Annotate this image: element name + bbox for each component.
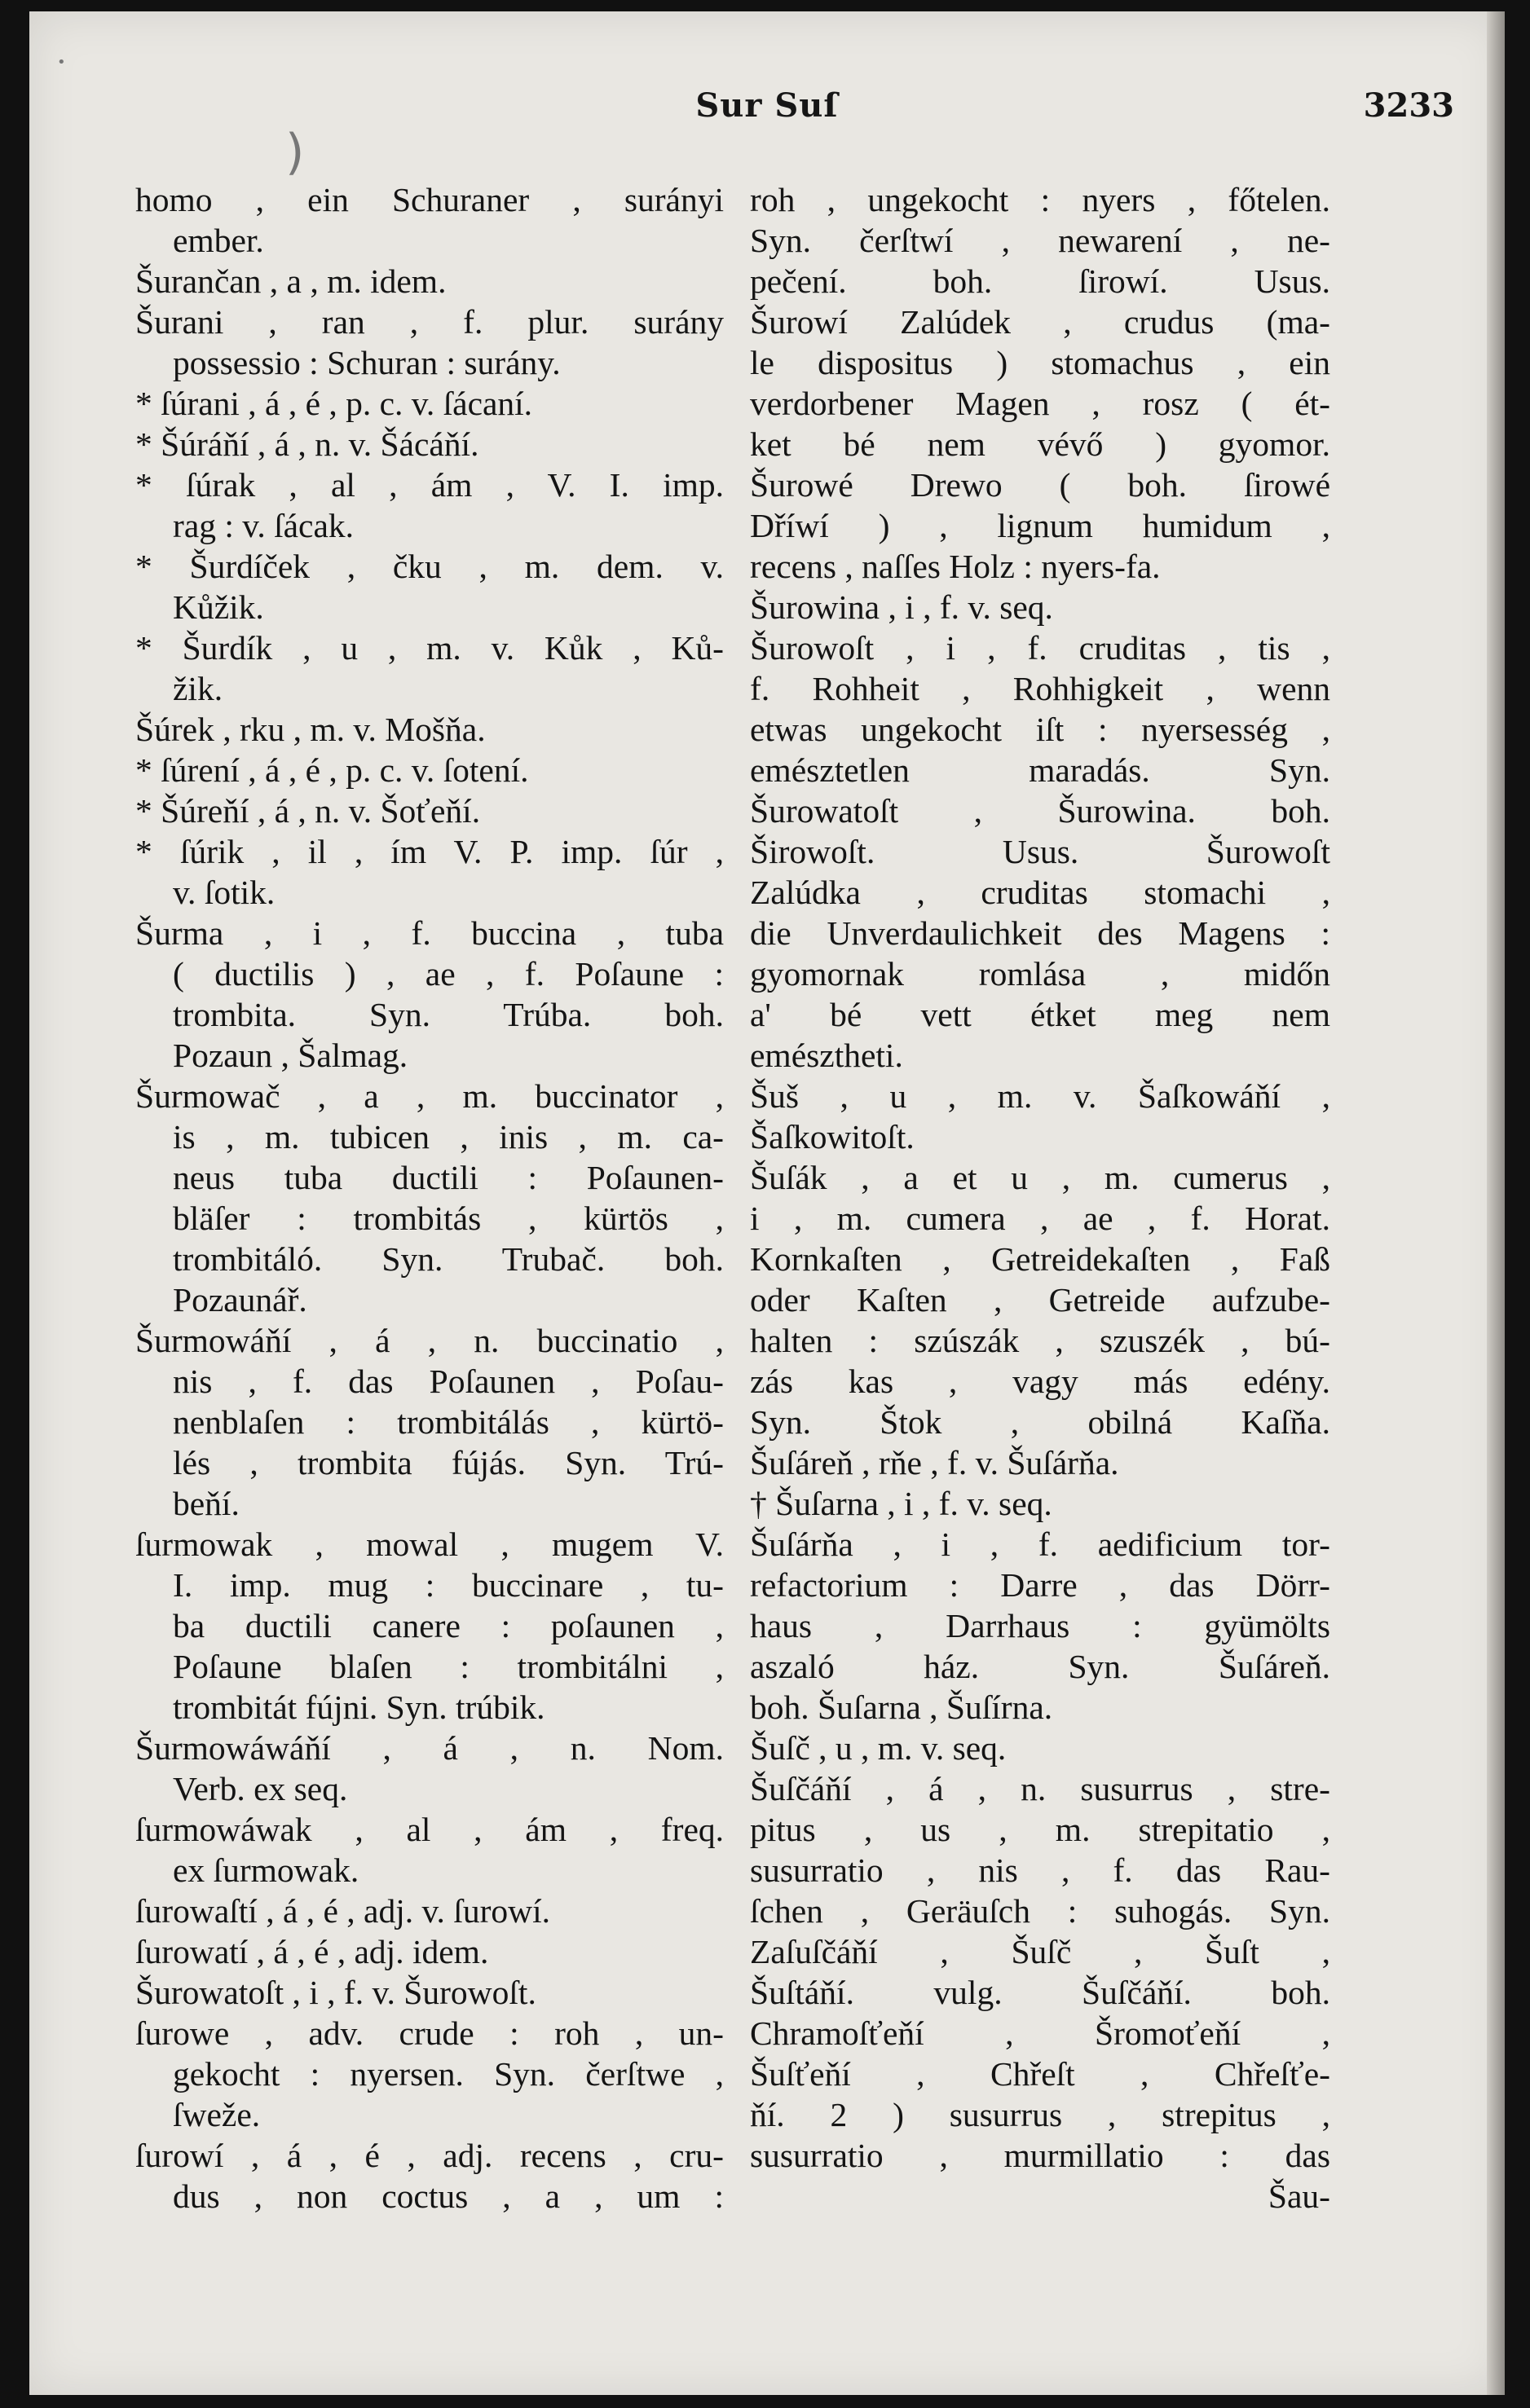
left-column-line: ember. — [173, 222, 264, 259]
left-column-line: Šurma , i , f. buccina , tuba — [135, 914, 724, 952]
right-column-line: Šuſťeňí , Chřeſt , Chřeſťe- — [750, 2055, 1330, 2093]
right-column-line: oder Kaſten , Getreide aufzube- — [750, 1281, 1330, 1318]
right-column-line: le dispositus ) stomachus , ein — [750, 344, 1330, 381]
right-column-line: Syn. Štok , obilná Kaſňa. — [750, 1403, 1330, 1441]
right-column-line: emésztetlen maradás. Syn. — [750, 751, 1330, 789]
right-column-line: aszaló ház. Syn. Šuſáreň. — [750, 1648, 1330, 1685]
right-column-line: gyomornak romlása , midőn — [750, 955, 1330, 993]
left-column-line: Šurowatoſt , i , f. v. Šurowoſt. — [135, 1974, 536, 2011]
right-column-line: halten : szúszák , szuszék , bú- — [750, 1322, 1330, 1359]
right-column-line: Kornkaſten , Getreidekaſten , Faß — [750, 1240, 1330, 1278]
running-head: Sur Suſ — [695, 86, 839, 125]
right-column-line: Šuſč , u , m. v. seq. — [750, 1729, 1007, 1767]
left-column-line: Poſaune blaſen : trombitálni , — [173, 1648, 724, 1685]
left-column-line: rag : v. ſácak. — [173, 507, 354, 544]
right-column-line: ňí. 2 ) susurrus , strepitus , — [750, 2096, 1330, 2133]
right-column-line: a' bé vett étket meg nem — [750, 996, 1330, 1033]
left-column-line: * ſúrik , il , ím V. P. imp. ſúr , — [135, 833, 724, 870]
left-column-line: lés , trombita fújás. Syn. Trú- — [173, 1444, 724, 1481]
left-column-line: * ſúrani , á , é , p. c. v. ſácaní. — [135, 385, 533, 422]
left-column-line: Kůžik. — [173, 588, 264, 626]
right-column-line: Šurowina , i , f. v. seq. — [750, 588, 1053, 626]
left-column-line: trombitáló. Syn. Trubač. boh. — [173, 1240, 724, 1278]
right-column-line: susurratio , nis , f. das Rau- — [750, 1851, 1330, 1889]
right-column-line: i , m. cumera , ae , f. Horat. — [750, 1200, 1330, 1237]
left-column-line: * Šurdíček , čku , m. dem. v. — [135, 548, 724, 585]
left-column-line: ex ſurmowak. — [173, 1851, 359, 1889]
margin-smudge-mark: ) — [285, 124, 305, 181]
right-column-line: Šuſák , a et u , m. cumerus , — [750, 1159, 1330, 1196]
left-column-line: žik. — [173, 670, 223, 707]
left-column-line: ba ductili canere : poſaunen , — [173, 1607, 724, 1644]
left-column-line: Šurmowáwáňí , á , n. Nom. — [135, 1729, 724, 1767]
left-column-line: is , m. tubicen , inis , m. ca- — [173, 1118, 724, 1156]
right-column-line: roh , ungekocht : nyers , főtelen. — [750, 181, 1330, 218]
left-column-line: dus , non coctus , a , um : — [173, 2177, 724, 2215]
right-column-line: refactorium : Darre , das Dörr- — [750, 1566, 1330, 1604]
left-column-line: ſurmowak , mowal , mugem V. — [135, 1525, 724, 1563]
page-binding-edge — [1487, 11, 1505, 2395]
right-column-line: f. Rohheit , Rohhigkeit , wenn — [750, 670, 1330, 707]
right-column — [750, 179, 1330, 2217]
left-column-line: v. ſotik. — [173, 874, 276, 911]
right-column-line: haus , Darrhaus : gyümölts — [750, 1607, 1330, 1644]
right-column-line: Šuš , u , m. v. Šaſkowáňí , — [750, 1077, 1330, 1115]
left-column-line: * ſúrak , al , ám , V. I. imp. — [135, 466, 724, 504]
left-column-line: gekocht : nyersen. Syn. čerſtwe , — [173, 2055, 724, 2093]
right-column-line: Šaſkowitoſt. — [750, 1118, 915, 1156]
left-column-line: Šurančan , a , m. idem. — [135, 262, 447, 300]
right-column-line: Šurowoſt , i , f. cruditas , tis , — [750, 629, 1330, 667]
left-column-line: possessio : Schuran : surány. — [173, 344, 561, 381]
left-column — [135, 179, 724, 2217]
right-column-line: Šuſtáňí. vulg. Šuſčáňí. boh. — [750, 1974, 1330, 2011]
page-number: 3233 — [1363, 86, 1454, 125]
catchword: Šau- — [1268, 2177, 1330, 2215]
left-column-line: Šurmowač , a , m. buccinator , — [135, 1077, 724, 1115]
left-column-line: ſurmowáwak , al , ám , freq. — [135, 1811, 724, 1848]
right-column-line: Šurowí Zalúdek , crudus (ma- — [750, 303, 1330, 341]
left-column-line: Šurmowáňí , á , n. buccinatio , — [135, 1322, 724, 1359]
right-column-line: † Šuſarna , i , f. v. seq. — [750, 1485, 1052, 1522]
left-column-line: ſweže. — [173, 2096, 261, 2133]
right-column-line: recens , naſſes Holz : nyers-fa. — [750, 548, 1161, 585]
left-column-line: nis , f. das Poſaunen , Poſau- — [173, 1362, 724, 1400]
left-column-line: Pozaun , Šalmag. — [173, 1037, 408, 1074]
right-column-line: die Unverdaulichkeit des Magens : — [750, 914, 1330, 952]
left-column-line: ſurowí , á , é , adj. recens , cru- — [135, 2137, 724, 2174]
right-column-line: Šurowatoſt , Šurowina. boh. — [750, 792, 1330, 830]
left-column-line: trombitát fújni. Syn. trúbik. — [173, 1688, 545, 1726]
right-column-line: ſchen , Geräuſch : suhogás. Syn. — [750, 1892, 1330, 1930]
left-column-line: ( ductilis ) , ae , f. Poſaune : — [173, 955, 724, 993]
right-column-line: etwas ungekocht iſt : nyersesség , — [750, 711, 1330, 748]
right-column-line: pečení. boh. ſirowí. Usus. — [750, 262, 1330, 300]
left-column-line: ſurowaſtí , á , é , adj. v. ſurowí. — [135, 1892, 551, 1930]
left-column-line: Pozaunář. — [173, 1281, 307, 1318]
right-column-line: Zalúdka , cruditas stomachi , — [750, 874, 1330, 911]
left-column-line: * Šúráňí , á , n. v. Šácáňí. — [135, 425, 479, 463]
left-column-line: * Šúreňí , á , n. v. Šoťeňí. — [135, 792, 481, 830]
right-column-line: Šuſáreň , rňe , f. v. Šuſárňa. — [750, 1444, 1119, 1481]
right-column-line: verdorbener Magen , rosz ( ét- — [750, 385, 1330, 422]
left-column-line: homo , ein Schuraner , surányi — [135, 181, 724, 218]
left-column-line: I. imp. mug : buccinare , tu- — [173, 1566, 724, 1604]
right-column-line: Chramoſťeňí , Šromoťeňí , — [750, 2014, 1330, 2052]
left-column-line: * Šurdík , u , m. v. Kůk , Ků- — [135, 629, 724, 667]
right-column-line: zás kas , vagy más edény. — [750, 1362, 1330, 1400]
left-column-line: neus tuba ductili : Poſaunen- — [173, 1159, 724, 1196]
right-column-line: susurratio , murmillatio : das — [750, 2137, 1330, 2174]
right-column-line: Syn. čerſtwí , newarení , ne- — [750, 222, 1330, 259]
right-column-line: pitus , us , m. strepitatio , — [750, 1811, 1330, 1848]
right-column-line: boh. Šuſarna , Šuſírna. — [750, 1688, 1053, 1726]
right-column-line: Šuſčáňí , á , n. susurrus , stre- — [750, 1770, 1330, 1807]
left-column-line: * ſúrení , á , é , p. c. v. ſotení. — [135, 751, 529, 789]
right-column-line: Širowoſt. Usus. Šurowoſt — [750, 833, 1330, 870]
right-column-line: Dříwí ) , lignum humidum , — [750, 507, 1330, 544]
left-column-line: Šúrek , rku , m. v. Mošňa. — [135, 711, 486, 748]
left-column-line: beňí. — [173, 1485, 240, 1522]
right-column-line: emésztheti. — [750, 1037, 903, 1074]
right-column-line: ket bé nem vévő ) gyomor. — [750, 425, 1330, 463]
left-column-line: trombita. Syn. Trúba. boh. — [173, 996, 724, 1033]
right-column-line: Šuſárňa , i , f. aedificium tor- — [750, 1525, 1330, 1563]
right-column-line: Zaſuſčáňí , Šuſč , Šuſt , — [750, 1933, 1330, 1970]
margin-dot-mark: • — [57, 54, 66, 71]
left-column-line: ſurowatí , á , é , adj. idem. — [135, 1933, 489, 1970]
dictionary-page — [29, 11, 1505, 2395]
left-column-line: ſurowe , adv. crude : roh , un- — [135, 2014, 724, 2052]
left-column-line: nenblaſen : trombitálás , kürtö- — [173, 1403, 724, 1441]
left-column-line: Verb. ex seq. — [173, 1770, 348, 1807]
right-column-line: Šurowé Drewo ( boh. ſirowé — [750, 466, 1330, 504]
left-column-line: bläſer : trombitás , kürtös , — [173, 1200, 724, 1237]
left-column-line: Šurani , ran , f. plur. surány — [135, 303, 724, 341]
